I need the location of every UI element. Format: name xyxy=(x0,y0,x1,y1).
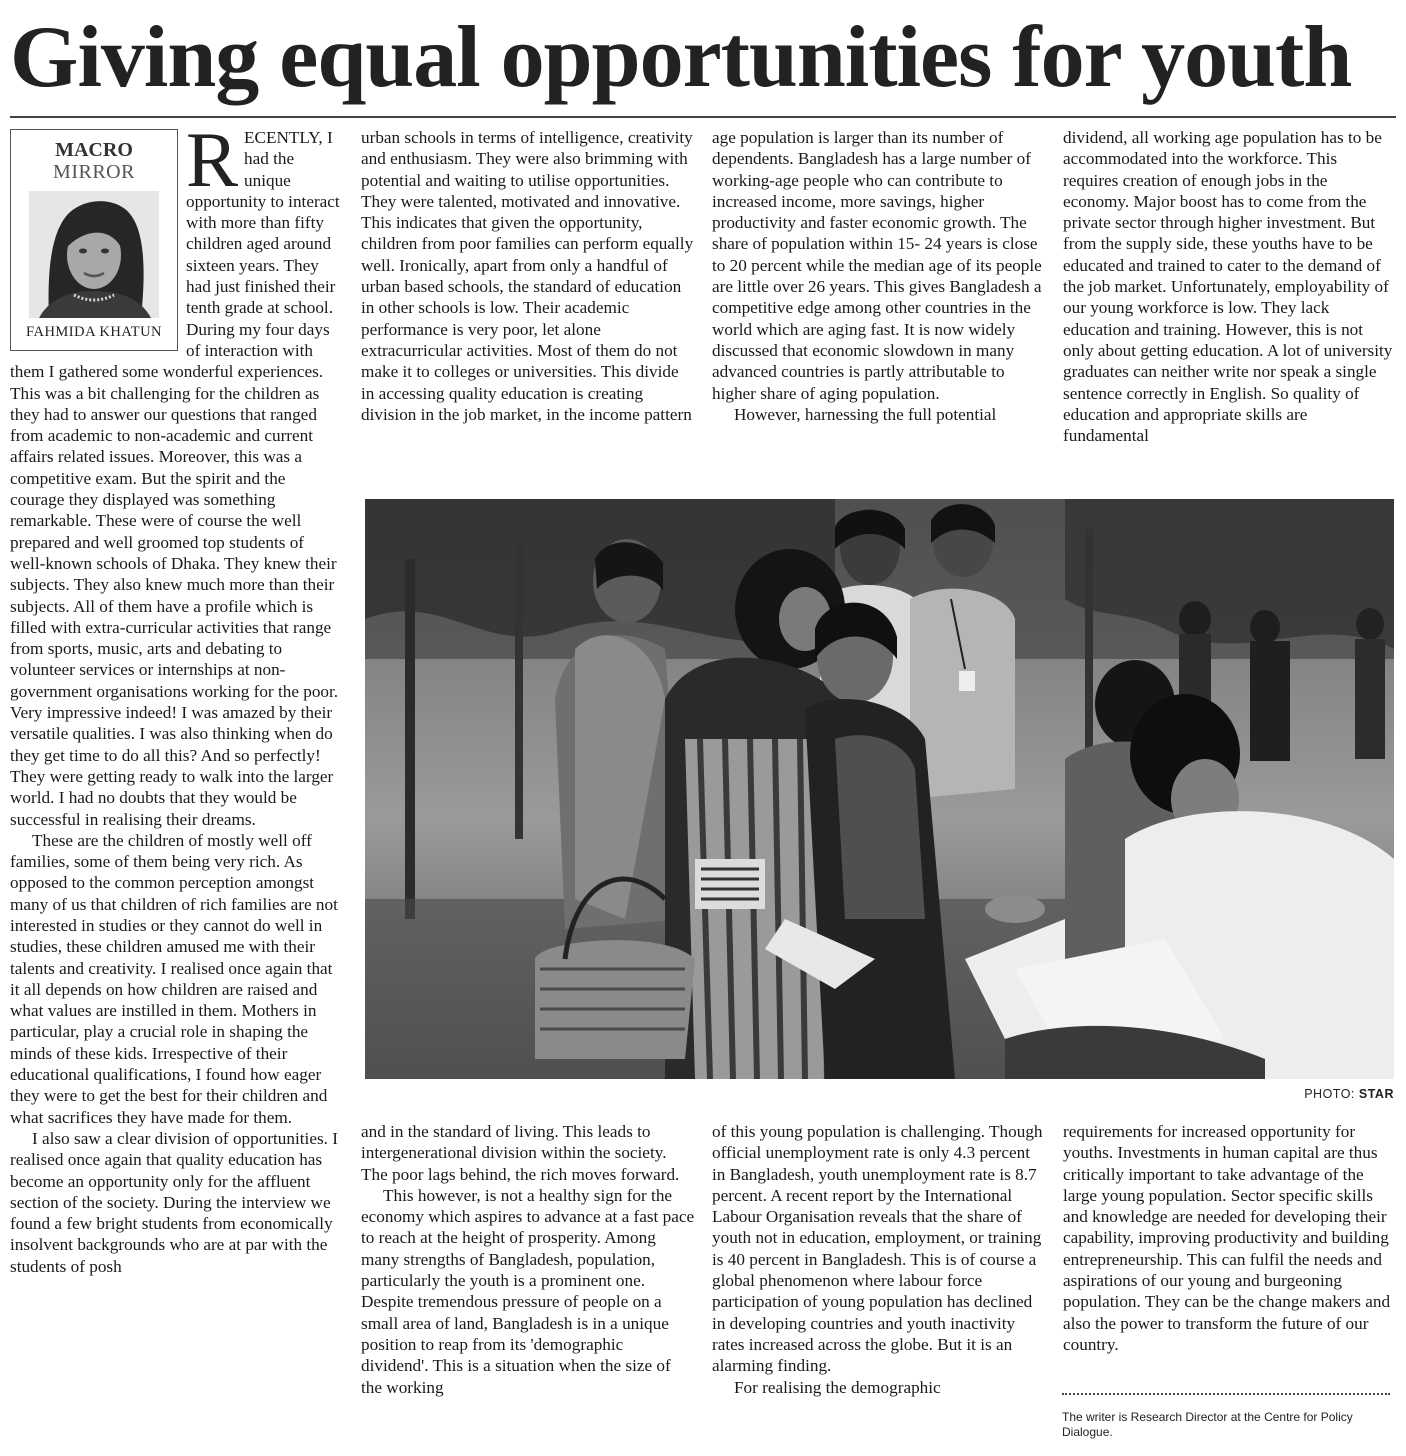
column-2-top xyxy=(361,127,695,425)
news-photo xyxy=(365,499,1394,1079)
column-4-bottom xyxy=(1063,1121,1395,1355)
column-kicker: MACRO xyxy=(55,139,133,161)
column-1-paragraph-2: These are the children of mostly well off families, some of them being very rich. As opposed to the common perception amongst many of us that children of rich families are not interested in studies or they cannot do well in studies, these children amused me with their talents and creativity. I realised once again that it all depends on how children are raised and what values are instilled in them. Mothers in particular, play a crucial role in shaping the minds of these kids. Irrespective of their educational qualifications, I found how eager they were to get the best for their children and what sacrifices they have made for them. xyxy=(10,830,338,1127)
column-1-paragraph-3: I also saw a clear division of opportunities. I realised once again that quality education has become an opportunity only for the affluent section of the society. During the interview we found a few bright students from economically insolvent backgrounds who are at par with the students of posh xyxy=(10,1128,338,1276)
column-4-bottom-text: requirements for increased opportunity for youths. Investments in human capital are thus critically important to take advantage of the large young population. Sector specific skills and knowledge are needed for developing their capability, improving productivity and building entrepreneurship. This can fulfil the needs and aspirations of our young and burgeoning population. They can be the change makers and also the power to transform the future of our country. xyxy=(1063,1122,1391,1354)
column-3-bottom xyxy=(712,1121,1046,1398)
column-4-top-text: dividend, all working age population has to be accommodated into the workforce. This requires creation of enough jobs in the economy. Major boost has to come from the private sector through higher investment. But from the supply side, these youths have to be educated and trained to cater to the demand of the job market. Unfortunately, employability of our young workforce is low. They lack education and training. However, this is not only about getting education. A lot of university graduates can neither write nor speak a single sentence correctly in English. So quality of education and appropriate skills are fundamental xyxy=(1063,128,1393,446)
author-footnote: The writer is Research Director at the Centre for Policy Dialogue. xyxy=(1062,1410,1353,1439)
byline-box xyxy=(10,129,178,351)
column-2-bottom-paragraph-1: and in the standard of living. This leads to intergenerational division within the society. The poor lags behind, the rich moves forward. xyxy=(361,1122,680,1184)
column-2-top-text: urban schools in terms of intelligence, creativity and enthusiasm. They were also brimming with potential and waiting to utilise opportunities. They were talented, motivated and innovative. This indicates that given the opportunity, children from poor families can perform equally well. Ironically, apart from only a handful of urban based schools, the standard of education in other schools is low. Their academic performance is very poor, let alone extracurricular activities. Most of them do not make it to colleges or universities. This divide in accessing quality education is creating division in the job market, in the income pattern xyxy=(361,128,694,424)
column-kicker-subtitle: MIRROR xyxy=(53,161,135,183)
drop-cap: R xyxy=(186,116,239,203)
headline: Giving equal opportunities for youth xyxy=(10,9,1352,106)
column-4-top xyxy=(1063,127,1395,446)
author-portrait xyxy=(29,191,159,318)
column-3-top-paragraph-2: However, harnessing the full potential xyxy=(734,404,997,424)
lead-text: ECENTLY, I had the unique opportunity to interact with more than fifty children aged around sixteen years. They had just finished their tenth grade at school. During my four days of interaction with them I gathered some wonderful experiences. This was a bit challenging for the children as they had to answer our questions that ranged from academic to non-academic and current affairs related issues. Moreover, this was a competitive exam. But the spirit and the courage they displayed was something remarkable. These were of course the well prepared and well groomed top students of well-known schools of Dhaka. They knew their subjects. They also knew much more than their subjects. All of them have a profile which is filled with extra-curricular activities that range from sports, music, arts and debating to volunteer services or internships at non-government organisations working for the poor. Very impressive indeed! I was amazed by their versatile qualities. I was also thinking when do they get time to do all this? And so perfectly! They were getting ready to walk into the larger world. I had no doubts that they would be successful in realising their dreams. xyxy=(10,128,340,829)
photo-credit-source: STAR xyxy=(1358,1087,1394,1101)
author-name: FAHMIDA KHATUN xyxy=(25,324,163,340)
footnote-divider xyxy=(1062,1393,1390,1395)
photo-credit-label: PHOTO: xyxy=(1304,1087,1355,1101)
column-3-bottom-paragraph-2: For realising the demographic xyxy=(734,1377,941,1397)
column-2-bottom xyxy=(361,1121,695,1398)
column-3-top xyxy=(712,127,1046,425)
column-3-bottom-paragraph-1: of this young population is challenging. Though official unemployment rate is only 4.3 percent in Bangladesh, youth unemployment rate is 8.7 percent. A recent report by the International Labour Organisation reveals that the share of youth not in education, employment, or training is 40 percent in Bangladesh. This is of course a global phenomenon where labour force participation of young population has declined in developing countries and youth inactivity rates increased across the globe. But it is an alarming finding. xyxy=(712,1122,1043,1376)
column-3-top-paragraph-1: age population is larger than its number of dependents. Bangladesh has a large number of working-age people who can contribute to increased income, more savings, higher productivity and faster economic growth. The share of population within 15- 24 years is close to 20 percent while the median age of its people are little over 26 years. This gives Bangladesh a competitive edge among other countries in the world which are aging fast. It is now widely discussed that economic slowdown in many advanced countries is partly attributable to higher share of aging population. xyxy=(712,128,1042,403)
photo-credit xyxy=(1304,1087,1394,1101)
column-2-bottom-paragraph-2: This however, is not a healthy sign for the economy which aspires to advance at a fast pace to reach at the height of prosperity. Among many strengths of Bangladesh, population, particularly the youth is a prominent one. Despite tremendous pressure of people on a small area of land, Bangladesh is in a unique position to reap from its 'demographic dividend'. This is a situation when the size of the working xyxy=(361,1185,695,1397)
